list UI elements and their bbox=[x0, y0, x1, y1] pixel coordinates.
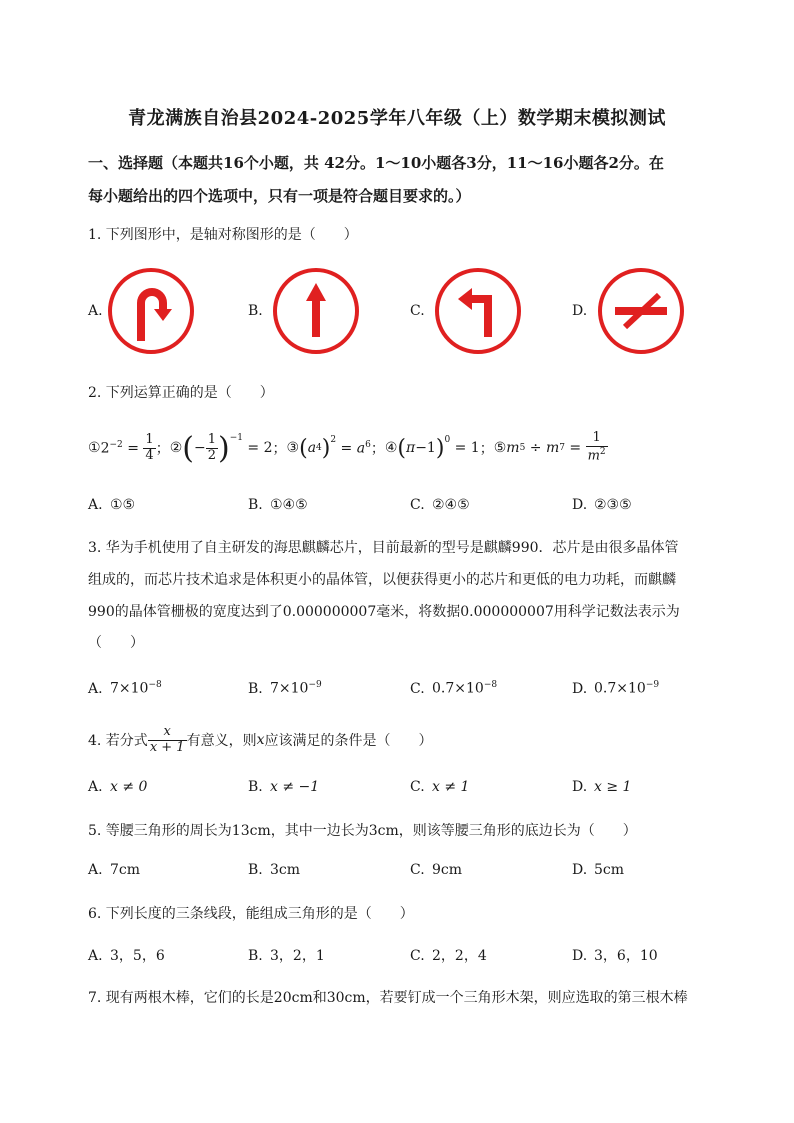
straight-ahead-sign-icon bbox=[272, 267, 360, 355]
question-3-line4: （ ） bbox=[88, 635, 144, 651]
question-7-stem: 7. 现有两根木棒，它们的长是20cm和30cm，若要钉成一个三角形木架，则应选取的第三根木棒 bbox=[88, 990, 688, 1006]
section-heading-line2: 每小题给出的四个选项中，只有一项是符合题目要求的。） bbox=[88, 187, 471, 205]
u-turn-sign-icon bbox=[107, 267, 195, 355]
q2-option-b: B. ①④⑤ bbox=[248, 497, 308, 513]
q3-option-d: D. $0.7\times 10^{-9}$ bbox=[572, 680, 660, 697]
q5-option-c: C. 9cm bbox=[410, 862, 463, 878]
q6-option-a: A. 3，5，6 bbox=[88, 948, 165, 964]
q5-option-b: B. 3cm bbox=[248, 862, 301, 878]
question-6-stem: 6. 下列长度的三条线段，能组成三角形的是（ ） bbox=[88, 906, 414, 922]
q2-item-1-marker: ① bbox=[88, 440, 101, 456]
question-5-stem: 5. 等腰三角形的周长为13cm，其中一边长为3cm，则该等腰三角形的底边长为（ ） bbox=[88, 823, 637, 839]
q1-option-c-label: C. bbox=[410, 303, 425, 319]
q3-option-c: C. $0.7\times 10^{-8}$ bbox=[410, 680, 498, 697]
left-turn-sign-icon bbox=[434, 267, 522, 355]
q2-option-a: A. ①⑤ bbox=[88, 497, 136, 513]
question-2-stem: 2. 下列运算正确的是（ ） bbox=[88, 385, 274, 401]
q5-option-d: D. 5cm bbox=[572, 862, 625, 878]
q1-option-a-label: A. bbox=[88, 303, 103, 319]
question-3-line2: 组成的，而芯片技术追求是体积更小的晶体管，以便获得更小的芯片和更低的电力功耗，而麒麟 bbox=[88, 572, 676, 588]
q3-option-b: B. $7\times 10^{-9}$ bbox=[248, 680, 322, 697]
question-4-stem: 4. 若分式 $\frac{x}{x + 1}$ 有意义，则 x 应该满足的条件是（ ） bbox=[88, 723, 433, 755]
section-heading-line1: 一、选择题（本题共16个小题，共 42分。1～10小题各3分，11～16小题各2分。在 bbox=[88, 154, 664, 172]
q1-option-d-label: D. bbox=[572, 303, 588, 319]
q2-option-c: C. ②④⑤ bbox=[410, 497, 470, 513]
q2-item-3-marker: ③ bbox=[286, 440, 300, 456]
q1-option-b-label: B. bbox=[248, 303, 263, 319]
q3-option-a: A. $7\times 10^{-8}$ bbox=[88, 680, 162, 697]
q6-option-b: B. 3，2，1 bbox=[248, 948, 325, 964]
q2-item-5-marker: ⑤ bbox=[493, 440, 507, 456]
q2-item-2-marker: ② bbox=[169, 440, 183, 456]
q6-option-c: C. 2，2，4 bbox=[410, 948, 487, 964]
q6-option-d: D. 3，6，10 bbox=[572, 948, 658, 964]
question-1-stem: 1. 下列图形中，是轴对称图形的是（ ） bbox=[88, 227, 358, 243]
q4-option-c: C. x ≠ 1 bbox=[410, 779, 470, 795]
q4-option-d: D. x ≥ 1 bbox=[572, 779, 632, 795]
q2-item-4-marker: ④ bbox=[384, 440, 398, 456]
q5-option-a: A. 7cm bbox=[88, 862, 141, 878]
question-3-line1: 3. 华为手机使用了自主研发的海思麒麟芯片，目前最新的型号是麒麟990．芯片是由很多晶体管 bbox=[88, 540, 679, 556]
q4-option-b: B. x ≠ −1 bbox=[248, 779, 320, 795]
question-3-line3: 990的晶体管栅极的宽度达到了0.000000007毫米，将数据0.000000007用科学记数法表示为 bbox=[88, 604, 680, 620]
q4-option-a: A. x ≠ 0 bbox=[88, 779, 148, 795]
q2-option-d: D. ②③⑤ bbox=[572, 497, 632, 513]
no-passing-sign-icon bbox=[597, 267, 685, 355]
page-title: 青龙满族自治县2024-2025学年八年级（上）数学期末模拟测试 bbox=[128, 108, 666, 129]
q2-expressions: ① $2^{-2}$ = $\frac{1}{4}$ ； ② ( − $\frac{1}{2}$ ) $^{-1}$ = 2 ； ③ ( a 4 ) $^2$ = $a^6$ ； ④ ( π −1 ) $^0$ = 1 ； ⑤ m 5 ÷ m 7 = $\frac{1}{m^2}$ bbox=[88, 430, 606, 466]
